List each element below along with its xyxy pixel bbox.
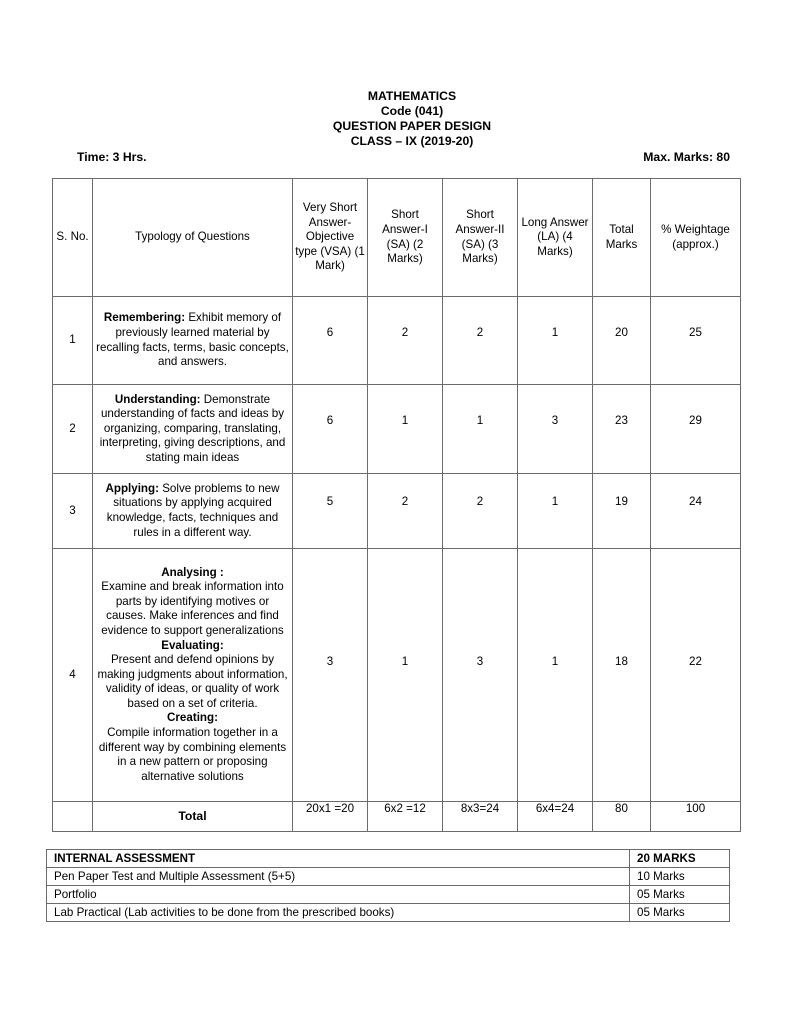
analysing-desc: Examine and break information into parts by identifying motives or causes. Make inferences and find evidence to support generalizations [101, 580, 284, 637]
cell-weightage: 24 [651, 474, 741, 549]
internal-item-label: Pen Paper Test and Multiple Assessment (5+5) [47, 868, 630, 886]
row-sno: 2 [53, 385, 93, 474]
total-marks: 80 [593, 802, 651, 832]
creating-desc: Compile information together in a different way by combining elements in a new pattern or proposing alternative solutions [98, 726, 287, 783]
header-vsa: Very Short Answer-Objective type (VSA) (1 Mark) [293, 179, 368, 297]
table-header-row [53, 179, 741, 297]
document-title-block [0, 89, 791, 149]
cell-sa2: 2 [443, 474, 518, 549]
internal-item-label: Portfolio [47, 886, 630, 904]
cell-sa1: 2 [368, 474, 443, 549]
cell-sa2: 2 [443, 297, 518, 385]
cell-la: 1 [518, 297, 593, 385]
subject-title: MATHEMATICS [367, 89, 457, 103]
design-title: QUESTION PAPER DESIGN [332, 119, 492, 133]
internal-title: INTERNAL ASSESSMENT [47, 850, 630, 868]
header-total: Total Marks [593, 179, 651, 297]
total-label: Total [93, 802, 293, 832]
cell-total: 23 [593, 385, 651, 474]
list-item [47, 886, 730, 904]
internal-item-label: Lab Practical (Lab activities to be done from the prescribed books) [47, 904, 630, 922]
cell-sa1: 2 [368, 297, 443, 385]
row-typology [93, 474, 293, 549]
question-paper-design-table [52, 178, 741, 832]
cell-sa1: 1 [368, 549, 443, 802]
row-sno: 1 [53, 297, 93, 385]
creating-label: Creating: [167, 711, 218, 725]
cell-vsa: 6 [293, 297, 368, 385]
evaluating-label: Evaluating: [161, 638, 224, 652]
table-row [53, 474, 741, 549]
table-row [53, 297, 741, 385]
typology-label: Remembering: [103, 311, 186, 325]
row-typology [93, 385, 293, 474]
cell-weightage: 22 [651, 549, 741, 802]
internal-title-marks: 20 MARKS [630, 850, 730, 868]
internal-header-row [47, 850, 730, 868]
cell-weightage: 25 [651, 297, 741, 385]
header-sa2: Short Answer-II (SA) (3 Marks) [443, 179, 518, 297]
cell-sa2: 1 [443, 385, 518, 474]
cell-vsa: 5 [293, 474, 368, 549]
list-item [47, 868, 730, 886]
typology-label: Applying: [105, 481, 159, 495]
total-sa2: 8x3=24 [443, 802, 518, 832]
table-row [53, 385, 741, 474]
analysing-label: Analysing : [161, 565, 224, 579]
total-vsa: 20x1 =20 [293, 802, 368, 832]
internal-assessment-table [46, 849, 730, 922]
header-sa1: Short Answer-I (SA) (2 Marks) [368, 179, 443, 297]
subject-code: Code (041) [380, 104, 444, 118]
total-weightage: 100 [651, 802, 741, 832]
evaluating-desc: Present and defend opinions by making judgments about information, validity of ideas, or quality of work based on a set of criteria. [97, 653, 288, 710]
cell-la: 3 [518, 385, 593, 474]
cell-sa2: 3 [443, 549, 518, 802]
cell-sa1: 1 [368, 385, 443, 474]
class-line: CLASS – IX (2019-20) [350, 134, 474, 148]
max-marks: Max. Marks: 80 [643, 150, 730, 164]
exam-time: Time: 3 Hrs. [77, 150, 147, 164]
total-row [53, 802, 741, 832]
total-sno-cell [53, 802, 93, 832]
row-typology [93, 297, 293, 385]
row-sno: 4 [53, 549, 93, 802]
total-la: 6x4=24 [518, 802, 593, 832]
cell-vsa: 3 [293, 549, 368, 802]
typology-desc: Demonstrate understanding of facts and ideas by organizing, comparing, translating, interpreting, giving descriptions, and stating main ideas [99, 392, 286, 464]
header-typology: Typology of Questions [93, 179, 293, 297]
cell-la: 1 [518, 474, 593, 549]
list-item [47, 904, 730, 922]
cell-total: 18 [593, 549, 651, 802]
table-row [53, 549, 741, 802]
typology-desc: Exhibit memory of previously learned material by recalling facts, terms, basic concepts, and answers. [96, 311, 289, 369]
cell-total: 20 [593, 297, 651, 385]
cell-la: 1 [518, 549, 593, 802]
row-sno: 3 [53, 474, 93, 549]
internal-item-marks: 05 Marks [630, 904, 730, 922]
typology-desc: Solve problems to new situations by applying acquired knowledge, facts, techniques and rules in a different way. [106, 481, 280, 539]
header-la: Long Answer (LA) (4 Marks) [518, 179, 593, 297]
cell-total: 19 [593, 474, 651, 549]
total-sa1: 6x2 =12 [368, 802, 443, 832]
cell-weightage: 29 [651, 385, 741, 474]
internal-item-marks: 05 Marks [630, 886, 730, 904]
cell-vsa: 6 [293, 385, 368, 474]
header-weightage: % Weightage (approx.) [651, 179, 741, 297]
row-typology [93, 549, 293, 802]
typology-label: Understanding: [114, 392, 201, 406]
internal-item-marks: 10 Marks [630, 868, 730, 886]
header-sno: S. No. [53, 179, 93, 297]
